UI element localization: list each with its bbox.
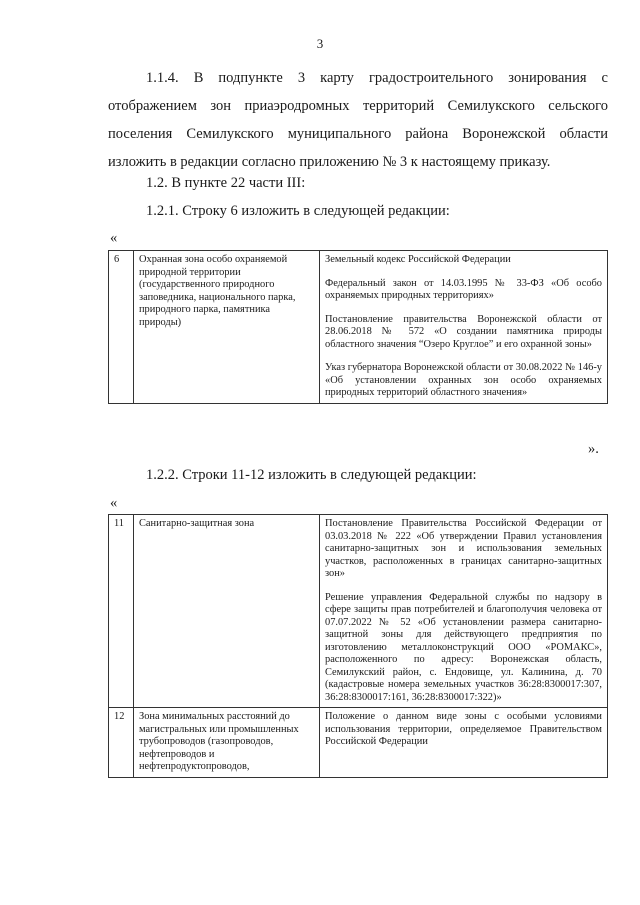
legal-sources [320, 251, 608, 404]
row-number: 6 [109, 251, 134, 404]
table-row [109, 251, 608, 404]
opening-quote-1: « [110, 230, 118, 246]
opening-quote-2: « [110, 495, 118, 511]
zone-table-row-6 [108, 250, 608, 404]
paragraph-1-2: 1.2. В пункте 22 части III: [146, 175, 306, 191]
zone-name: Зона минимальных расстояний до магистральных или промышленных трубопроводов (газопроводов, нефтепроводов и нефтепродуктопроводов, [134, 708, 320, 778]
row-number: 11 [109, 515, 134, 708]
legal-source: Решение управления Федеральной службы по надзору в сфере защиты прав потребителей и благополучия человека от 07.07.2022 № 52 «Об установлении размера санитарно-защитной зоны для действующего предприятия по изготовлению металлоконструкций ООО «РОМАКС», расположенного по адресу: Воронежская область, Семилукский район, с. Ендовище, ул. Калинина, д. 70 (кадастровые номера земельных участков 36:28:8300017:307, 36:28:8300017:161, 36:28:8300017:322)» [325, 591, 602, 703]
paragraph-1-2-1: 1.2.1. Строку 6 изложить в следующей редакции: [146, 203, 450, 219]
row-number: 12 [109, 708, 134, 778]
zone-name: Охранная зона особо охраняемой природной территории (государственного природного заповедника, национального парка, природного парка, памятника природы) [134, 251, 320, 404]
zone-name: Санитарно-защитная зона [134, 515, 320, 708]
legal-source: Постановление правительства Воронежской области от 28.06.2018 № 572 «О создании памятника природы областного значения “Озеро Круглое” и его охранной зоны» [325, 313, 602, 350]
legal-sources [320, 515, 608, 708]
closing-quote-1: ». [588, 441, 599, 457]
paragraph-1-2-2: 1.2.2. Строки 11-12 изложить в следующей редакции: [146, 467, 477, 483]
table-row [109, 708, 608, 778]
paragraph-1-1-4: 1.1.4. В подпункте 3 карту градостроительного зонирования с отображением зон приаэродромных территорий Семилукского сельского поселения Семилукского муниципального района Воронежской области изложить в редакции согласно приложению № 3 к настоящему приказу. [108, 70, 608, 170]
legal-source: Постановление Правительства Российской Федерации от 03.03.2018 № 222 «Об утверждении Правил установления санитарно-защитных зон и использования земельных участков, расположенных в границах санитарно-защитных зон» [325, 518, 602, 579]
legal-source: Федеральный закон от 14.03.1995 № 33-ФЗ «Об особо охраняемых природных территориях» [325, 277, 602, 301]
table-row [109, 515, 608, 708]
legal-sources [320, 708, 608, 778]
legal-source: Положение о данном виде зоны с особыми условиями использования территории, определяемое Правительством Российской Федерации [325, 711, 602, 747]
page-number: 3 [316, 36, 324, 51]
legal-source: Указ губернатора Воронежской области от 30.08.2022 № 146-у «Об установлении охранных зон особо охраняемых природных территорий областного значения» [325, 362, 602, 398]
legal-source: Земельный кодекс Российской Федерации [325, 254, 511, 265]
zone-table-rows-11-12 [108, 514, 608, 778]
